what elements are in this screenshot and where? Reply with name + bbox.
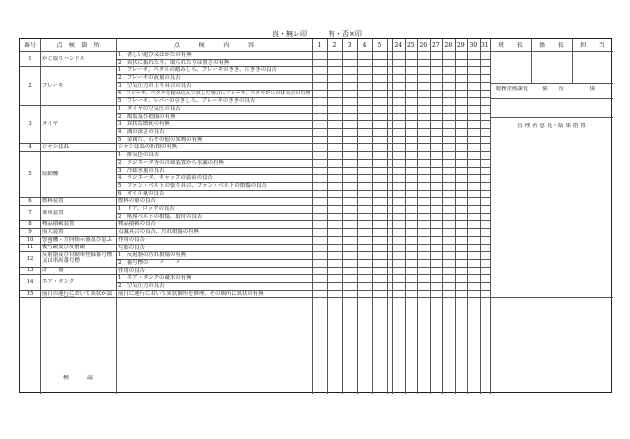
day-header-5: 5 (377, 42, 382, 49)
row-border (312, 267, 490, 268)
inspection-item: 前日に運行において異状個所を修理、その個所に異状の有無 (118, 290, 264, 297)
day-column-line (387, 39, 388, 394)
row-number: 3 (28, 121, 32, 128)
inspection-item: 2 空気圧力の良否 (118, 283, 165, 289)
row-border (312, 143, 490, 144)
row-number: 5 (28, 171, 32, 178)
row-number: 15 (26, 290, 34, 297)
row-number: 10 (26, 236, 34, 243)
manager-role-line (490, 98, 613, 99)
inspection-item: 5 金属片、石その他の異物の有無 (118, 136, 203, 143)
inspection-place: ブレーキ (42, 82, 64, 89)
inspection-sheet (19, 38, 612, 393)
inspection-item: 4 ラジエータ、キャップの装着の良否 (118, 175, 213, 182)
manager-role-0: 総務企画課長 (495, 86, 529, 92)
row-number: 2 (28, 82, 32, 89)
row-number: 6 (28, 198, 32, 205)
row-border (312, 244, 490, 245)
inspection-label: 検 認 (62, 375, 93, 381)
inspection-place: かじ取りハンドル (42, 55, 86, 62)
inspection-item: 1 著しい遊び又はがたの有無 (118, 52, 192, 58)
inspection-item: 5 ファン・ベルトの張り具合、ファン・ベルトの損傷の良否 (118, 182, 267, 189)
header-number: 番号 (23, 42, 37, 49)
day-header-24: 24 (394, 42, 403, 49)
inspection-item: シャシばねの折損の有無 (118, 144, 178, 151)
header-bottom-line (20, 51, 613, 52)
stamp-role-0: 班 長 (498, 42, 523, 49)
row-number: 11 (26, 244, 34, 251)
row-number: 12 (26, 255, 34, 262)
day-column-line (342, 39, 343, 394)
day-header-28: 28 (444, 42, 453, 49)
header-content: 点 検 内 容 (173, 42, 255, 49)
inspection-item: 1 ドア、ロックの良否 (118, 206, 175, 212)
stamp-box-bottom (490, 83, 613, 84)
row-border (312, 251, 490, 252)
row-border (312, 290, 490, 291)
day-column-line (357, 39, 358, 394)
stamp-role-2: 担 当 (580, 42, 605, 49)
inspection-item: 4 溝の深さの良否 (118, 129, 165, 135)
row-number: 13 (26, 267, 34, 274)
inspection-item: 5 ブレーキ、レバーの引きしろ、ブレーキのききの良否 (118, 98, 256, 105)
day-column-line (467, 39, 468, 394)
manager-box-bottom (490, 117, 613, 118)
inspection-place: 乗車装置 (42, 209, 64, 216)
legend-good-no-mark: 良・無レ印 (272, 30, 307, 38)
inspection-item: 点滅具合の良否、汚れ損傷の有無 (118, 229, 199, 236)
inspection-item: 2 異状に振れたり、取られたりは重さの有無 (118, 59, 230, 66)
inspection-place: 燃料装置 (42, 198, 64, 205)
stamp-role-1: 係 長 (539, 42, 564, 49)
inspection-item: 3 冷却水量の良否 (118, 167, 165, 174)
inspection-item: 1 反射器の汚れ損傷の有無 (118, 252, 187, 259)
row-border (312, 205, 490, 206)
day-column-line (442, 39, 443, 394)
inspection-item: 燃料の量の良否 (118, 198, 156, 205)
row-border (312, 220, 490, 221)
inspection-place: シャシばね (42, 144, 69, 151)
day-column-line (312, 39, 313, 394)
inspection-item: 1 エア・タンクの凝水の有無 (118, 275, 192, 282)
day-header-2: 2 (332, 42, 337, 49)
day-column-line (327, 39, 328, 394)
inspection-item: 2 座席ベルトの損傷、取付の良否 (118, 213, 203, 220)
row-number: 4 (28, 144, 32, 151)
inspection-item: 2 ラジエータ等の冷却装置から水漏の有無 (118, 159, 224, 166)
row-border (312, 197, 490, 198)
day-header-26: 26 (419, 42, 428, 49)
manager-role-2: 係 (589, 86, 596, 92)
row-border (312, 228, 490, 229)
day-column-line (405, 39, 406, 394)
row-number: 9 (28, 228, 32, 235)
inspection-item: 2 亀裂及び損傷の有無 (118, 113, 176, 120)
row-number: 8 (28, 221, 32, 228)
inspection-place: 反射器及び自動車登録番号標又は車両番号標 (42, 252, 113, 265)
inspection-item: 1 ブレーキ、ペダルの踏みしろ、ブレーキのきき、片ぎきの良否 (118, 67, 277, 74)
day-column-line (392, 39, 393, 394)
day-header-29: 29 (456, 42, 465, 49)
grid-column-line (116, 39, 117, 394)
inspection-item: 作用の良否 (118, 267, 145, 274)
day-header-25: 25 (406, 42, 415, 49)
row-border (312, 274, 490, 275)
inspection-place: 物品積載装置 (42, 221, 75, 228)
day-column-line (417, 39, 418, 394)
inspection-row-top (20, 297, 613, 298)
inspection-place: タイヤ (42, 121, 59, 128)
row-border (312, 105, 490, 106)
day-header-27: 27 (431, 42, 440, 49)
manager-role-1: 係 長 (542, 86, 564, 92)
inspection-item: 1 タイヤの空気圧の良否 (118, 105, 181, 112)
header-place: 点 検 箇 所 (56, 42, 100, 49)
row-number: 14 (26, 279, 34, 285)
inspection-place: 警報機・方向指示器及び窓ふ (42, 236, 113, 243)
inspection-place: 後写鏡及び反射鏡 (42, 244, 86, 251)
row-border (312, 66, 490, 67)
day-header-31: 31 (480, 42, 489, 49)
day-column-line (480, 39, 481, 394)
inspection-place: エア・タンク (42, 279, 75, 285)
day-column-line (455, 39, 456, 394)
legend-yes-no-mark: 有・否×印 (328, 30, 362, 38)
inspection-item: 1 排気色の良否 (118, 152, 160, 159)
row-border (312, 236, 490, 237)
day-column-line (430, 39, 431, 394)
inspection-item: 物品積載の良否 (118, 221, 156, 228)
day-column-line (490, 39, 491, 394)
day-header-3: 3 (347, 42, 352, 49)
day-header-30: 30 (469, 42, 478, 49)
inspection-item: 3 空気圧力の上り具合の良否 (118, 82, 192, 89)
row-border (312, 151, 490, 152)
day-header-4: 4 (362, 42, 367, 49)
manager-opinion-title: 管 理 者 意 見・結 果 措 置 (517, 123, 586, 129)
inspection-place: 前大装置 (42, 228, 64, 235)
inspection-item: 6 オイル量の良否 (118, 190, 165, 197)
inspection-place: 原動機 (42, 171, 59, 178)
inspection-item: 3 異状な磨耗の有無 (118, 121, 170, 128)
inspection-place: 計 器 (42, 267, 64, 274)
inspection-item: 2 番号標の 〃 〃 (118, 259, 181, 266)
inspection-item: 写影の良否 (118, 244, 145, 251)
inspection-item: 4 ブレーキ、ペダルを踏み込んで放した場合にブレーキ、ペダルからの排気音の有無 (118, 90, 310, 96)
row-number: 1 (28, 55, 32, 62)
inspection-place: 前日の運行において異状が認 (42, 290, 113, 297)
row-number: 7 (28, 209, 32, 216)
inspection-item: 2 ブレーキの液量の良否 (118, 75, 181, 82)
day-column-line (372, 39, 373, 394)
inspection-item: 作用の良否 (118, 236, 145, 243)
day-header-1: 1 (317, 42, 322, 49)
grid-column-line (40, 39, 41, 394)
